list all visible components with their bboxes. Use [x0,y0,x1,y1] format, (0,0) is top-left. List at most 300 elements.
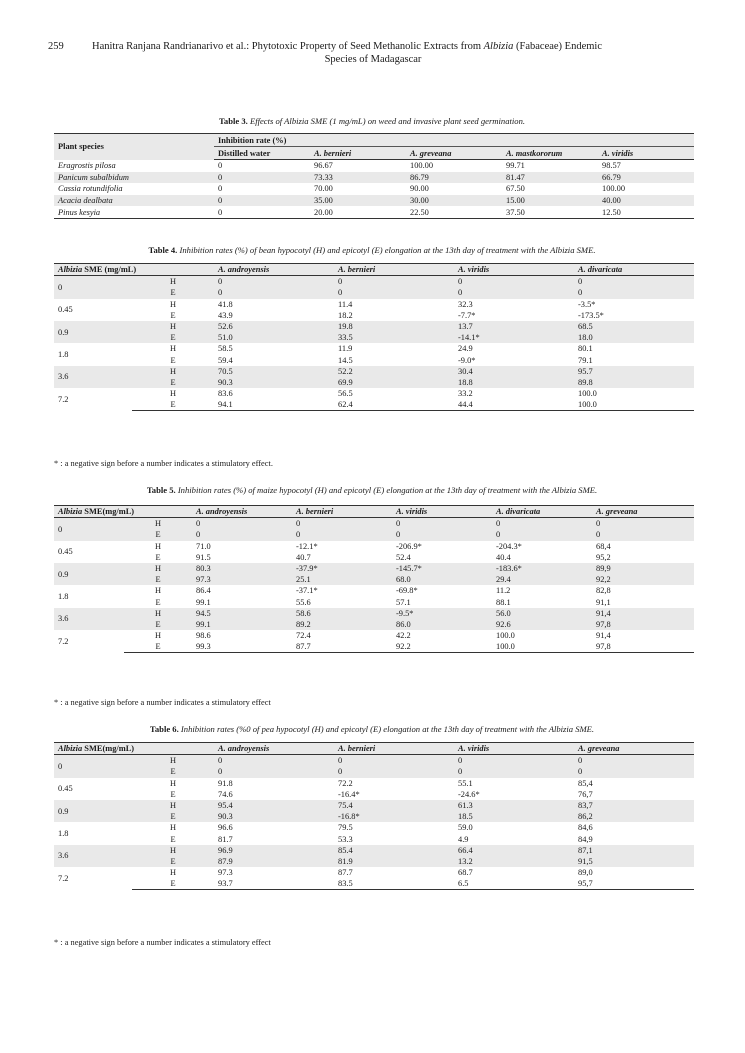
table-cell: 19.8 [334,321,454,332]
table-cell: -37.9* [292,563,392,574]
table-row [54,206,694,218]
table4-dose-header-genus: Albizia [58,265,83,275]
header-authors: Hanitra Ranjana Randrianarivo et al. [92,41,247,52]
table-cell: 73.33 [310,172,406,184]
table-cell: 0 [454,766,574,777]
table-row [54,366,694,377]
table-row [54,541,694,552]
table-cell: 87.7 [338,868,353,878]
dose-cell: 0.9 [54,563,124,585]
part-cell: E [124,641,192,653]
table-cell: 61.3 [454,800,574,811]
table-row [54,878,694,890]
table-row [54,766,694,777]
table-cell: 99.1 [192,619,292,630]
table-cell: 81.9 [334,856,454,867]
dose-cell: 7.2 [58,637,69,646]
table5-column-header: A. viridis [392,506,492,518]
table-cell: 81.47 [502,172,598,184]
part-cell: E [132,766,214,777]
table-cell: 0 [334,755,454,767]
part-cell: E [155,597,161,607]
part-cell: E [132,878,214,890]
table-cell: 97.3 [218,868,233,878]
table5-footnote: * : a negative sign before a number indicates a stimulatory effect [54,698,271,707]
table-cell: 40.4 [496,552,511,562]
table-cell: 66.4 [454,845,574,856]
table-cell: 0 [334,766,454,777]
table-cell: 89.2 [292,619,392,630]
table-cell: -16.4* [338,789,360,799]
table-cell: 0 [574,766,694,777]
table-row [54,332,694,343]
table6-dose-header-genus: Albizia [58,744,83,754]
table-cell: 42.2 [396,631,411,641]
part-cell: H [169,299,177,309]
dose-cell: 0.45 [58,547,73,557]
table-cell: 87,1 [574,845,694,856]
part-cell: H [169,389,177,399]
table3-caption-text: Effects of Albizia SME (1 mg/mL) on weed and invasive plant seed germination. [249,116,526,126]
table-cell: 87.9 [214,856,334,867]
table-cell: 86.0 [392,619,492,630]
table-cell: 43.9 [218,310,233,320]
part-cell: H [154,586,162,596]
table-cell: 18.8 [454,377,574,388]
table-cell: 93.7 [214,878,334,890]
table-cell: 0 [574,287,694,298]
table-cell: 99.1 [196,597,211,607]
table-cell: 18.0 [574,332,694,343]
table-row [54,778,694,789]
table4-dose-header [54,264,214,276]
table-row [54,630,694,641]
header-line-1: Hanitra Ranjana Randrianarivo et al.: Phytotoxic Property of Seed Methanolic Extracts from Albizia (Fabaceae) Endemic [92,41,602,52]
table-row [54,563,694,574]
table-cell: 92.2 [392,641,492,653]
dose-cell: 0 [54,755,132,778]
table-cell: 40.00 [598,195,694,207]
table-row [54,789,694,800]
table-row [54,195,694,207]
table5-column-header: A. divaricata [492,506,592,518]
table-cell: 15.00 [502,195,598,207]
table-cell: 0 [592,529,694,540]
species-name: Pinus kesyia [54,206,214,218]
table-cell: 0 [214,766,334,777]
table-cell: 13.7 [454,321,574,332]
part-cell: H [169,868,177,878]
part-cell: E [132,811,214,822]
table-cell: 100.0 [574,399,694,411]
part-cell: H [132,800,214,811]
dose-cell: 3.6 [54,366,132,388]
table-cell: 100.0 [496,631,515,641]
table-row [54,276,694,288]
table-cell: 99.71 [506,161,525,171]
table-cell: 55.6 [296,597,311,607]
part-cell: H [169,778,177,788]
table-cell: 90.3 [214,811,334,822]
table6-column-header: A. androyensis [214,743,334,755]
table-cell: -69.8* [396,586,418,596]
table-cell: 87.7 [292,641,392,653]
table-cell: 20.00 [310,206,406,218]
table-row [54,811,694,822]
table-cell: 88.1 [496,597,511,607]
table-cell: 25.1 [292,574,392,585]
table5-caption-label: Table 5. [146,485,176,495]
table-cell: 89.8 [574,377,694,388]
table-cell: 68.0 [392,574,492,585]
table-cell: 57.1 [396,597,411,607]
table-cell: 0 [218,161,223,171]
table-row [54,287,694,298]
part-cell: H [169,344,177,354]
table-cell: 66.79 [598,172,694,184]
table-cell: 86.4 [196,586,211,596]
table-cell: 59.0 [458,823,473,833]
table-cell: 95,7 [574,878,694,890]
table4-dose-header-unit: SME (mg/mL) [82,265,137,275]
table-cell: 69.9 [334,377,454,388]
table6-caption [52,724,692,734]
dose-cell: 3.6 [54,608,124,630]
dose-cell: 0.9 [54,800,132,822]
table-cell: 81.7 [218,834,233,844]
table3-group-header: Inhibition rate (%) [214,134,694,147]
table6 [54,742,694,890]
table-row [54,518,694,530]
dose-cell: 0.45 [58,784,73,794]
table-cell: 11.2 [496,586,511,596]
header-genus: Albizia [483,41,514,52]
dose-cell: 0.45 [58,305,73,315]
table-cell: 79.5 [338,823,353,833]
table-cell: 100.00 [602,184,626,194]
table-cell: 80.3 [192,563,292,574]
table-cell: 44.4 [454,399,574,411]
table-row [54,856,694,867]
table-cell: 0 [292,529,392,540]
table-cell: -183.6* [492,563,592,574]
table-cell: 33.2 [458,389,473,399]
table-cell: 95.7 [574,366,694,377]
table-cell: 30.00 [406,195,502,207]
table-cell: 32.3 [458,299,473,309]
table6-column-header: A. viridis [454,743,574,755]
table-cell: 95,2 [596,552,611,562]
table4-column-header: A. androyensis [214,264,334,276]
table-cell: 98.6 [196,631,211,641]
table-cell: -204.3* [496,541,522,551]
part-cell: E [132,856,214,867]
table-cell: 35.00 [310,195,406,207]
table-cell: 100.0 [578,389,597,399]
species-name: Eragrostis pilosa [58,161,116,171]
table-cell: 91,4 [596,631,611,641]
table-cell: 91.5 [196,552,211,562]
header-title-line2: Species of Madagascar [324,54,422,65]
table3-caption [52,116,692,126]
table-cell: 0 [214,276,334,288]
table-cell: 100.0 [492,641,592,653]
table-cell: 18.5 [454,811,574,822]
table4-caption-text: Inhibition rates (%) of bean hypocotyl (H) and epicotyl (E) elongation at the 13th day of treatment with the Albizia SME. [179,245,596,255]
part-cell: E [132,377,214,388]
table-cell: 86.79 [406,172,502,184]
table-cell: -37.1* [296,586,318,596]
table-cell: 99.3 [192,641,292,653]
table-cell: 83.6 [218,389,233,399]
table-cell: 52.6 [214,321,334,332]
table-cell: 33.5 [334,332,454,343]
table-cell: 85.4 [334,845,454,856]
table-cell: 58.5 [218,344,233,354]
part-cell: E [132,287,214,298]
table-cell: 76,7 [578,789,593,799]
table-cell: 91,5 [574,856,694,867]
table-row [54,172,694,184]
table-row [54,343,694,354]
table-cell: 58.6 [292,608,392,619]
table-cell: 0 [454,755,574,767]
table6-caption-label: Table 6. [149,724,179,734]
table-cell: -16.8* [334,811,454,822]
part-cell: E [124,529,192,540]
table4-caption [52,245,692,255]
table-cell: 0 [292,518,392,530]
table-cell: 67.50 [506,184,525,194]
table-cell: 18.2 [338,310,353,320]
table-cell: -12.1* [296,541,318,551]
part-cell: E [132,332,214,343]
table-cell: 70.5 [214,366,334,377]
table-cell: 94.1 [214,399,334,411]
table-cell: 89,0 [578,868,593,878]
table3-column-header: A. bernieri [310,147,406,160]
part-cell: E [124,574,192,585]
part-cell: H [124,518,192,530]
table-cell: 84,9 [578,834,593,844]
table-cell: 59.4 [218,355,233,365]
table-cell: 84,6 [578,823,593,833]
table-cell: 89,9 [592,563,694,574]
table-cell: 90.3 [214,377,334,388]
table-row [54,355,694,366]
table-row [54,822,694,833]
dose-cell: 7.2 [58,395,69,404]
part-cell: H [169,823,177,833]
table-cell: 0 [334,276,454,288]
page-number: 259 [48,41,64,52]
table-cell: 62.4 [334,399,454,411]
species-name: Acacia dealbata [54,195,214,207]
table-cell: 0 [334,287,454,298]
table5 [54,505,694,653]
table-cell: 79.1 [578,355,593,365]
table-cell: -24.6* [458,789,480,799]
dose-cell: 1.8 [58,350,69,359]
table-cell: 91,1 [596,597,611,607]
table5-caption-text: Inhibition rates (%) of maize hypocotyl (H) and epicotyl (E) elongation at the 13th day of treatment with the Albizia SME. [177,485,598,495]
table6-caption-text: Inhibition rates (%0 of pea hypocotyl (H) and epicotyl (E) elongation at the 13th day of treatment with the Albizia SME. [180,724,595,734]
table-cell: 83,7 [574,800,694,811]
table-cell: 14.5 [338,355,353,365]
table-cell: 0 [492,529,592,540]
table-cell: 91.8 [218,778,233,788]
part-cell: E [155,552,161,562]
table5-column-header: A. bernieri [292,506,392,518]
table-row [54,800,694,811]
dose-cell: 7.2 [58,874,69,883]
dose-cell: 1.8 [58,829,69,838]
table-cell: 29.4 [492,574,592,585]
table-cell: 53.3 [338,834,353,844]
part-cell: H [154,631,162,641]
species-name: Panicum subalbidum [54,172,214,184]
table4 [54,263,694,411]
table5-column-header: A. androyensis [192,506,292,518]
table-cell: 0 [218,184,223,194]
table-cell: 74.6 [218,789,233,799]
table-cell: 52.2 [334,366,454,377]
header-title-part1: Phytotoxic Property of Seed Methanolic Extracts from [251,41,484,52]
part-cell: E [170,789,176,799]
table-cell: 68,4 [596,541,611,551]
table-row [54,160,694,172]
table6-footnote: * : a negative sign before a number indicates a stimulatory effect [54,938,271,947]
table6-dose-header-unit: SME(mg/mL) [82,744,135,754]
table-cell: 0 [454,287,574,298]
table-cell: 98.57 [602,161,621,171]
table-cell: 90.00 [410,184,429,194]
table-cell: 0 [454,276,574,288]
table-cell: 68.7 [458,868,473,878]
table-cell: 80.1 [578,344,593,354]
table-cell: 0 [214,172,310,184]
table-cell: 12.50 [598,206,694,218]
part-cell: H [154,541,162,551]
table-cell: -14.1* [454,332,574,343]
table-cell: 22.50 [406,206,502,218]
table4-column-header: A. bernieri [334,264,454,276]
table-row [54,299,694,310]
table-cell: 56.0 [492,608,592,619]
table-cell: 0 [192,529,292,540]
table4-footnote: * : a negative sign before a number indicates a stimulatory effect. [54,459,273,468]
table-cell: 37.50 [502,206,598,218]
table-cell: -9.5* [392,608,492,619]
table-row [54,608,694,619]
table5-caption [52,485,692,495]
table-cell: 0 [492,518,592,530]
table3-column-header: Distilled water [214,147,310,160]
table-cell: 82,8 [596,586,611,596]
table-cell: 71.0 [196,541,211,551]
table-cell: 94.5 [192,608,292,619]
part-cell: H [132,755,214,767]
table-cell: 96.6 [218,823,233,833]
table-cell: 85,4 [578,778,593,788]
table3-caption-label: Table 3. [218,116,248,126]
table-cell: -206.9* [396,541,422,551]
dose-cell: 3.6 [54,845,132,867]
part-cell: H [132,366,214,377]
header-title-part2: (Fabaceae) Endemic [513,41,602,52]
table-cell: 24.9 [458,344,473,354]
part-cell: H [124,563,192,574]
table-cell: 92,2 [592,574,694,585]
table-cell: 0 [214,755,334,767]
table-cell: -173.5* [578,310,604,320]
table-cell: 55.1 [458,778,473,788]
table-row [54,552,694,563]
part-cell: E [170,355,176,365]
dose-cell: 0 [54,276,132,299]
table4-caption-label: Table 4. [148,245,178,255]
table-cell: 56.5 [338,389,353,399]
table-cell: 96.67 [314,161,333,171]
part-cell: E [170,834,176,844]
table-cell: 4.9 [458,834,469,844]
table-row [54,755,694,767]
table6-column-header: A. greveana [574,743,694,755]
table-cell: 0 [192,518,292,530]
table-cell: -7.7* [458,310,476,320]
table5-dose-header [54,506,192,518]
table-cell: -3.5* [578,299,596,309]
part-cell: H [132,276,214,288]
table-cell: 0 [592,518,694,530]
table-cell: 11.9 [338,344,353,354]
table-cell: 0 [392,518,492,530]
table-row [54,867,694,878]
table-row [54,641,694,653]
table6-column-header: A. bernieri [334,743,454,755]
table-cell: 52.4 [396,552,411,562]
table-cell: 97.3 [192,574,292,585]
table-cell: 96.9 [214,845,334,856]
table-cell: 97,8 [592,641,694,653]
table-cell: 51.0 [214,332,334,343]
table-cell: 41.8 [218,299,233,309]
table-row [54,377,694,388]
table-cell: -9.0* [458,355,476,365]
table-cell: 95.4 [214,800,334,811]
table4-column-header: A. viridis [454,264,574,276]
table-cell: 68.5 [574,321,694,332]
part-cell: E [124,619,192,630]
dose-cell: 0.9 [54,321,132,343]
table-cell: 97,8 [592,619,694,630]
part-cell: H [124,608,192,619]
dose-cell: 1.8 [58,592,69,601]
table-cell: 0 [574,276,694,288]
table-cell: 0 [574,755,694,767]
table-cell: 13.2 [454,856,574,867]
table-cell: 0 [214,195,310,207]
table-row [54,321,694,332]
table-cell: 100.00 [410,161,434,171]
table-row [54,574,694,585]
table-row [54,619,694,630]
table-cell: 72.2 [338,778,353,788]
table-cell: 30.4 [454,366,574,377]
table3-column-header: A. viridis [598,147,694,160]
table-row [54,388,694,399]
part-cell: E [170,310,176,320]
